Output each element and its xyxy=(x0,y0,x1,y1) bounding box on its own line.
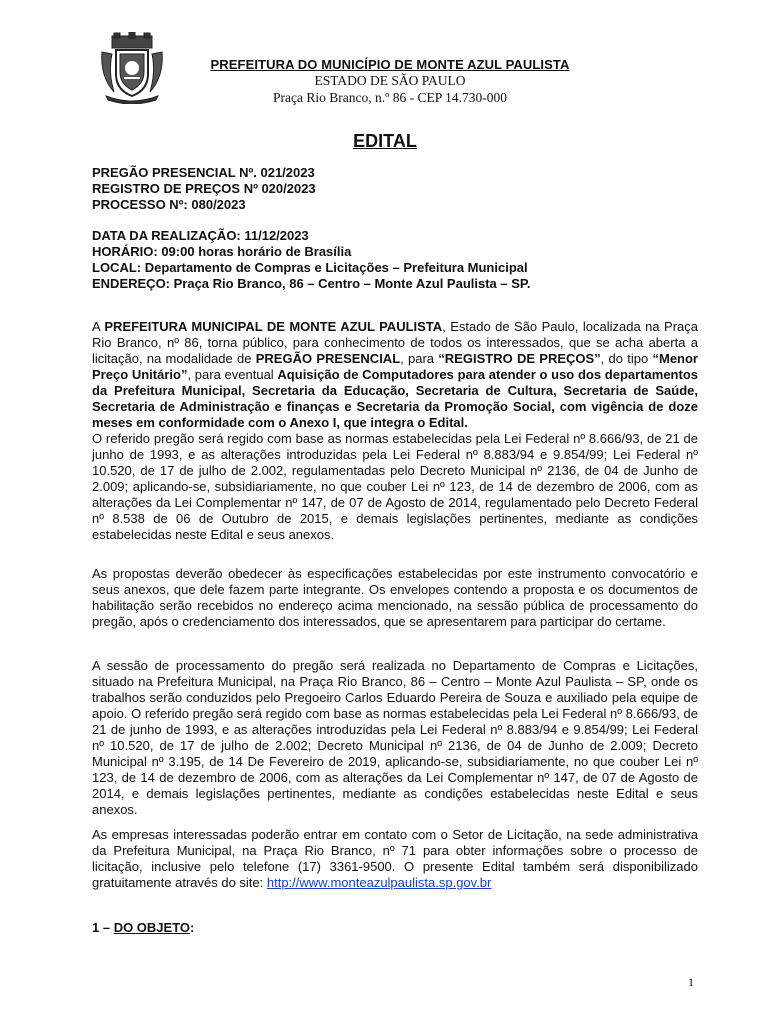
state-name: ESTADO DE SÃO PAULO xyxy=(314,73,466,88)
section-heading-objeto xyxy=(92,920,194,935)
intro-text-1: A xyxy=(92,319,105,334)
intro-paragraph xyxy=(92,319,698,543)
contact-paragraph xyxy=(92,827,698,891)
session-info-block xyxy=(92,228,712,292)
section-number: 1 – xyxy=(92,920,114,935)
municipality-address: Praça Rio Branco, n.º 86 - CEP 14.730-000 xyxy=(273,90,507,105)
process-info-block xyxy=(92,165,712,213)
intro-bold-3: “REGISTRO DE PREÇOS” xyxy=(438,351,601,366)
website-link[interactable]: http://www.monteazulpaulista.sp.gov.br xyxy=(266,875,492,890)
intro-bold-5: Aquisição de Computadores para atender o uso dos departamentos da Prefeitura Municipal, Secretaria da Educação, Secretaria de Cultura, Secretaria de Saúde, Secretaria de Administração e finanças e Secretaria da Promoção Social, com vigência de doze meses em conformidade com o Anexo I, que integra o Edital. xyxy=(92,367,698,430)
intro-text-4: , do tipo xyxy=(600,351,653,366)
intro-legal-text: O referido pregão será regido com base as normas estabelecidas pela Lei Federal nº 8.666/93, de 21 de junho de 1993, e as alterações introduzidas pela Lei Federal nº 8.883/94 e 9.854/99; Lei Federal nº 10.520, de 17 de julho de 2.002, regulamentadas pelo Decreto Municipal nº 2136, de 04 de Junho de 2.009; aplicando-se, subsidiariamente, no que couber Lei nº 123, de 14 de dezembro de 2006, com as alterações da Lei Complementar nº 147, de 07 de Agosto de 2014, regulamentado pelo Decreto Federal nº 8.538 de 06 de Outubro de 2015, e demais legislações pertinentes, mediante as condições estabelecidas neste Edital e seus anexos. xyxy=(92,431,698,542)
section-colon: : xyxy=(190,920,195,935)
session-paragraph: A sessão de processamento do pregão será realizada no Departamento de Compras e Licitações, situado na Prefeitura Municipal, na Praça Rio Branco, 86 – Centro – Monte Azul Paulista – SP, onde os trabalhos serão conduzidos pelo Pregoeiro Carlos Eduardo Pereira de Souza e auxiliado pela equipe de apoio. O referido pregão será regido com base as normas estabelecidas pela Lei Federal nº 8.666/93, de 21 de junho de 1993, e as alterações introduzidas pela Lei Federal nº 8.883/94 e 9.854/99; Lei Federal nº 10.520, de 17 de julho de 2.002; Decreto Municipal nº 2136, de 04 de Junho de 2.009; Decreto Municipal nº 3.195, de 14 De Fevereiro de 2019, aplicando-se, subsidiariamente, no que couber Lei nº 123, de 14 de dezembro de 2006, com as alterações da Lei Complementar nº 147, de 07 de Agosto de 2014, e demais legislações pertinentes, mediante as condições estabelecidas neste Edital e seus anexos. xyxy=(92,658,698,817)
intro-text-2: , Estado de São Paulo, localizada na Praça Rio Branco, nº 86, torna público, para conhecimento de todos os interessados, que se acha aberta a licitação, na modalidade de xyxy=(92,319,698,366)
page-number: 1 xyxy=(688,975,694,989)
document-heading xyxy=(0,131,770,152)
contact-text: As empresas interessadas poderão entrar em contato com o Setor de Licitação, na sede administrativa da Prefeitura Municipal, na Praça Rio Branco, nº 71 para obter informações sobre o processo de licitação, inclusive pelo telefone (17) 3361-9500. O presente Edital também será disponibilizado gratuitamente através do site: xyxy=(92,827,698,890)
intro-bold-4: “Menor Preço Unitário” xyxy=(92,351,698,382)
session-time: HORÁRIO: 09:00 horas horário de Brasília xyxy=(92,244,352,259)
registro-number: REGISTRO DE PREÇOS Nº 020/2023 xyxy=(92,181,316,196)
intro-text-3: , para xyxy=(400,351,439,366)
realization-date: DATA DA REALIZAÇÃO: 11/12/2023 xyxy=(92,228,309,243)
intro-text-5: , para eventual xyxy=(187,367,278,382)
section-title: DO OBJETO xyxy=(113,920,191,935)
municipality-title: PREFEITURA DO MUNICÍPIO DE MONTE AZUL PAULISTA xyxy=(210,57,570,72)
intro-bold-2: PREGÃO PRESENCIAL xyxy=(255,351,401,366)
pregao-number: PREGÃO PRESENCIAL Nº. 021/2023 xyxy=(92,165,315,180)
proposals-paragraph: As propostas deverão obedecer às especificações estabelecidas por este instrumento convocatório e seus anexos, que dele fazem parte integrante. Os envelopes contendo a proposta e os documentos de habilitação serão recebidos no endereço acima mencionado, na sessão pública de processamento do pregão, após o credenciamento dos interessados, que se apresentarem para participar do certame. xyxy=(92,566,698,629)
intro-bold-1: PREFEITURA MUNICIPAL DE MONTE AZUL PAULISTA xyxy=(104,319,443,334)
document-heading-text: EDITAL xyxy=(353,131,417,151)
coat-of-arms-icon xyxy=(98,32,166,104)
session-location: LOCAL: Departamento de Compras e Licitações – Prefeitura Municipal xyxy=(92,260,528,275)
processo-number: PROCESSO Nº: 080/2023 xyxy=(92,197,246,212)
session-address: ENDEREÇO: Praça Rio Branco, 86 – Centro – Monte Azul Paulista – SP. xyxy=(92,276,531,291)
